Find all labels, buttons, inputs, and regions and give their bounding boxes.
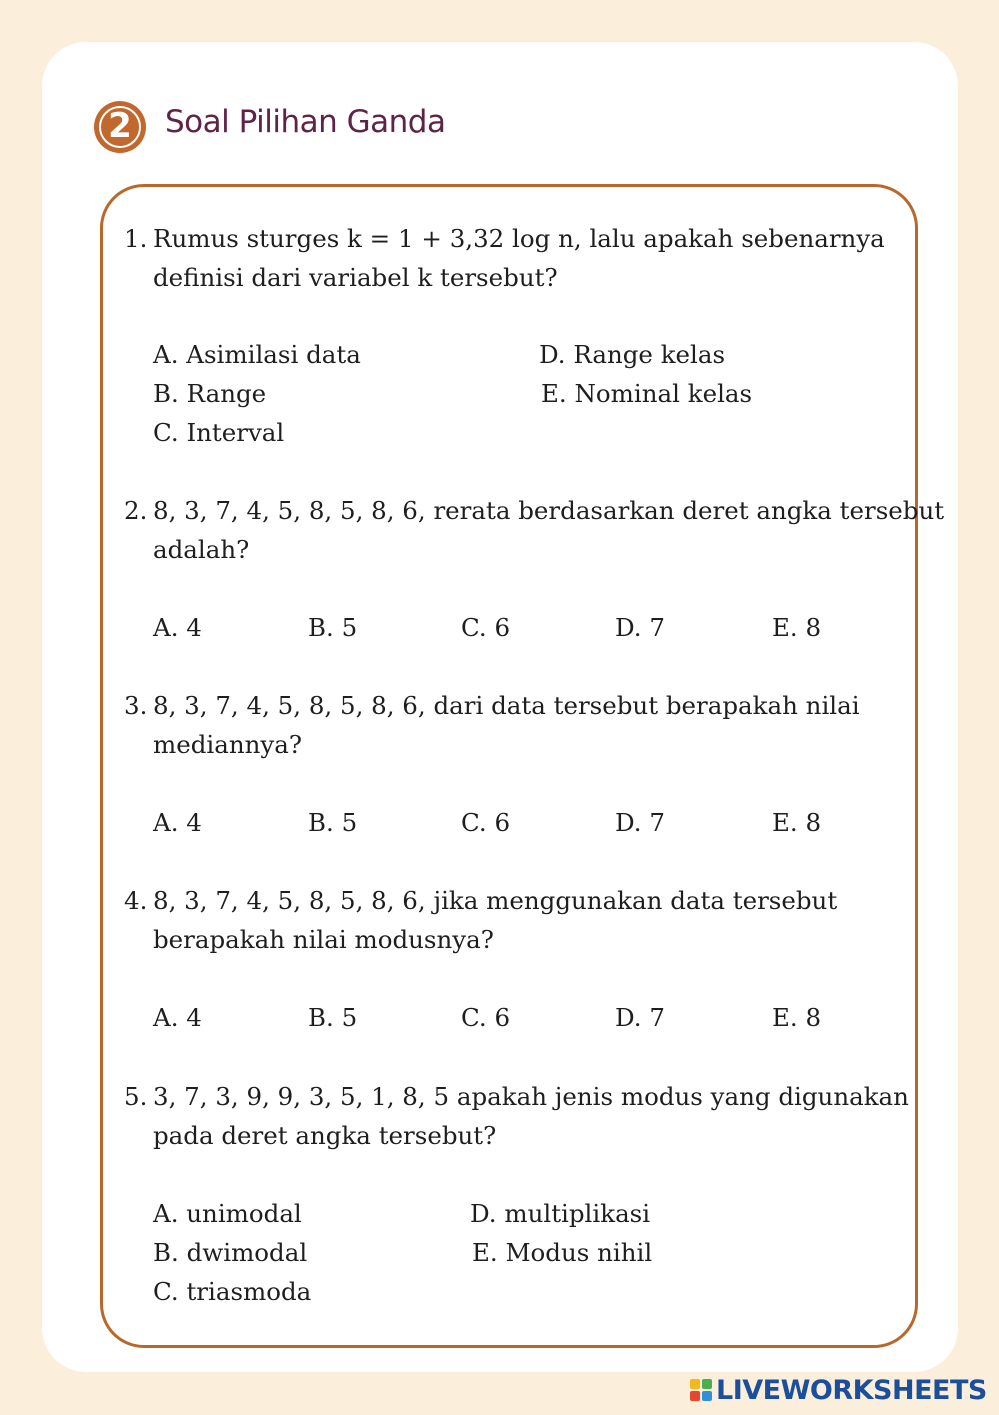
- answer-option-a[interactable]: A. 4: [153, 1003, 202, 1032]
- answer-option-e[interactable]: E. Modus nihil: [472, 1238, 653, 1267]
- question-number: 5.: [124, 1082, 148, 1111]
- question-text-line: 8, 3, 7, 4, 5, 8, 5, 8, 6, rerata berdasarkan deret angka tersebut: [153, 496, 945, 525]
- question-number: 2.: [124, 496, 148, 525]
- answer-option-e[interactable]: E. 8: [772, 1003, 822, 1032]
- question-text-line: pada deret angka tersebut?: [153, 1121, 497, 1150]
- section-number: 2: [108, 106, 132, 146]
- answer-option-a[interactable]: A. 4: [153, 613, 202, 642]
- answer-option-b[interactable]: B. dwimodal: [153, 1238, 308, 1267]
- answer-option-b[interactable]: B. 5: [308, 808, 358, 837]
- answer-option-e[interactable]: E. 8: [772, 808, 822, 837]
- answer-option-d[interactable]: D. 7: [615, 613, 665, 642]
- question-text-line: 3, 7, 3, 9, 9, 3, 5, 1, 8, 5 apakah jenis modus yang digunakan: [153, 1082, 909, 1111]
- question-text-line: definisi dari variabel k tersebut?: [153, 263, 558, 292]
- section-number-badge: [94, 101, 146, 153]
- answer-option-c[interactable]: C. 6: [461, 613, 511, 642]
- answer-option-d[interactable]: D. 7: [615, 808, 665, 837]
- answer-option-d[interactable]: D. Range kelas: [539, 340, 726, 369]
- question-text-line: 8, 3, 7, 4, 5, 8, 5, 8, 6, jika menggunakan data tersebut: [153, 886, 838, 915]
- section-title: Soal Pilihan Ganda: [165, 104, 446, 140]
- answer-option-c[interactable]: C. 6: [461, 808, 511, 837]
- question-number: 1.: [124, 224, 148, 253]
- question-text-line: Rumus sturges k = 1 + 3,32 log n, lalu apakah sebenarnya: [153, 224, 885, 253]
- question-text-line: mediannya?: [153, 730, 302, 759]
- answer-option-c[interactable]: C. Interval: [153, 418, 285, 447]
- question-number: 4.: [124, 886, 148, 915]
- answer-option-c[interactable]: C. triasmoda: [153, 1277, 312, 1306]
- liveworksheets-brand: LIVEWORKSHEETS: [716, 1375, 987, 1406]
- answer-option-d[interactable]: D. 7: [615, 1003, 665, 1032]
- answer-option-b[interactable]: B. 5: [308, 613, 358, 642]
- question-text-line: 8, 3, 7, 4, 5, 8, 5, 8, 6, dari data tersebut berapakah nilai: [153, 691, 860, 720]
- question-text-line: adalah?: [153, 535, 250, 564]
- answer-option-b[interactable]: B. Range: [153, 379, 267, 408]
- answer-option-e[interactable]: E. 8: [772, 613, 822, 642]
- answer-option-a[interactable]: A. unimodal: [153, 1199, 302, 1228]
- answer-option-e[interactable]: E. Nominal kelas: [541, 379, 753, 408]
- answer-option-c[interactable]: C. 6: [461, 1003, 511, 1032]
- question-text-line: berapakah nilai modusnya?: [153, 925, 494, 954]
- answer-option-d[interactable]: D. multiplikasi: [470, 1199, 651, 1228]
- answer-option-b[interactable]: B. 5: [308, 1003, 358, 1032]
- question-number: 3.: [124, 691, 148, 720]
- answer-option-a[interactable]: A. 4: [153, 808, 202, 837]
- liveworksheets-logo-icon: [690, 1379, 712, 1401]
- answer-option-a[interactable]: A. Asimilasi data: [153, 340, 361, 369]
